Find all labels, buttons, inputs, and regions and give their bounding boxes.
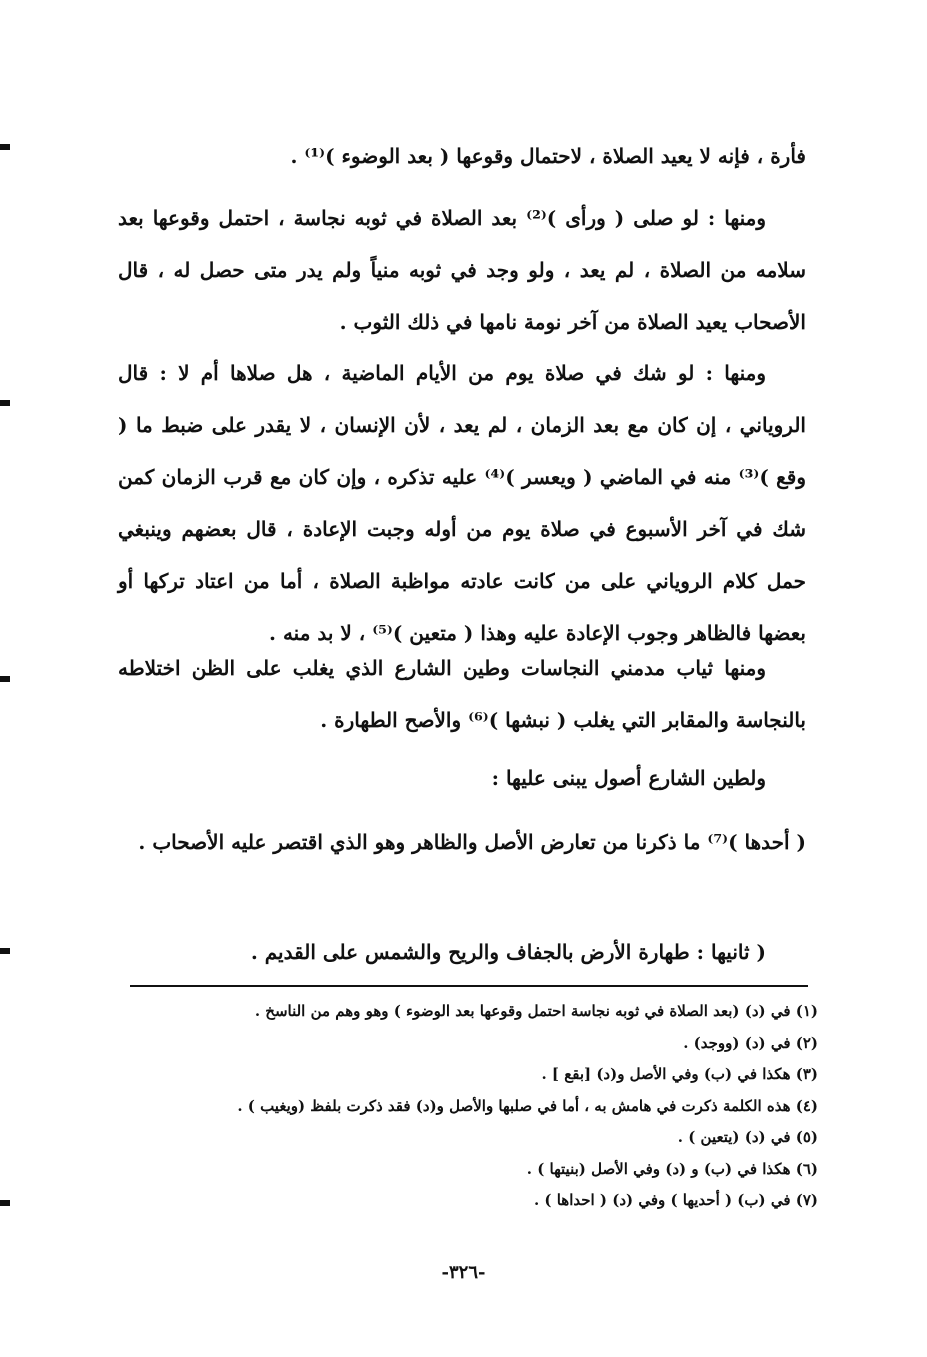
scan-edge-mark: [0, 676, 10, 682]
scan-edge-mark: [0, 1200, 10, 1206]
footnote-item: (٢) في (د) (ووجد) .: [683, 1033, 818, 1052]
footnote-item: (٤) هذه الكلمة ذكرت في هامش به ، أما في صلبها والأصل و(د) فقد ذكرت بلفظ (ويغيب ) .: [237, 1096, 818, 1115]
paragraph-street-mud: ومنها ثياب مدمني النجاسات وطين الشارع الذي يغلب على الظن اختلاطه بالنجاسة والمقابر التي يغلب ( نبشها )⁽⁶⁾ والأصح الطهارة .: [118, 656, 806, 732]
footnotes-list: [150, 996, 818, 1217]
footnote-item: (٥) في (د) (يتعين ) .: [677, 1128, 818, 1146]
paragraph-doubt-prayer: ومنها : لو شك في صلاة يوم من الأيام الماضية ، هل صلاها أم لا : قال الروياني ، إن كان مع بعد الزمان ، لم يعد ، لأن الإنسان ، لا يقدر على ضبط ما ( وقع )⁽³⁾ منه في الماضي ( ويعسر )⁽⁴⁾ عليه تذكره ، وإن كان مع قرب الزمان كمن شك في آخر الأسبوع في صلاة يوم من أوله وجبت الإعادة ، قال بعضهم وينبغي حمل كلام الروياني على من كانت عادته مواظبة الصلاة ، أما من اعتاد تركها أو بعضها فالظاهر وجوب الإعادة عليه وهذا ( متعين )⁽⁵⁾ ، لا بد منه .: [118, 361, 806, 645]
footnote-item: (٦) هكذا في (ب) و (د) وفي الأصل (بنيتها ) .: [526, 1159, 818, 1178]
scan-edge-mark: [0, 400, 10, 406]
footnote-item: (٧) في (ب) ( أحديها ) وفي (د) ( احداها ) .: [533, 1191, 818, 1209]
footnote-item: (١) في (د) (بعد الصلاة في ثوبه نجاسة احتمل وقوعها بعد الوضوء ) وهو وهم من الناسخ .: [254, 1002, 818, 1020]
paragraph-first-principle: ( أحدها )⁽⁷⁾ ما ذكرنا من تعارض الأصل والظاهر وهو الذي اقتصر عليه الأصحاب .: [138, 830, 806, 854]
paragraph-mud-principles: ولطين الشارع أصول يبنى عليها :: [491, 766, 766, 790]
paragraph-continuation: فأرة ، فإنه لا يعيد الصلاة ، لاحتمال وقوعها ( بعد الوضوء )⁽¹⁾ .: [290, 144, 806, 168]
paragraph-washing-garment: ومنها : لو صلى ( ورأى )⁽²⁾ بعد الصلاة في ثوبه نجاسة ، احتمل وقوعها بعد سلامه من الصلاة ، لم يعد ، ولو وجد في ثوبه منياً ولم يدر متى حصل له ، قال الأصحاب يعيد الصلاة من آخر نومة نامها في ذلك الثوب .: [118, 206, 806, 334]
paragraph-second-principle: ( ثانيها : طهارة الأرض بالجفاف والريح والشمس على القديم .: [250, 940, 766, 964]
footnote-separator: [130, 985, 808, 987]
footnote-item: (٣) هكذا في (ب) وفي الأصل و(د) [بقع ] .: [541, 1065, 818, 1083]
scan-edge-mark: [0, 948, 10, 954]
scan-edge-mark: [0, 144, 10, 150]
page-number: -٣٢٦-: [441, 1262, 486, 1283]
